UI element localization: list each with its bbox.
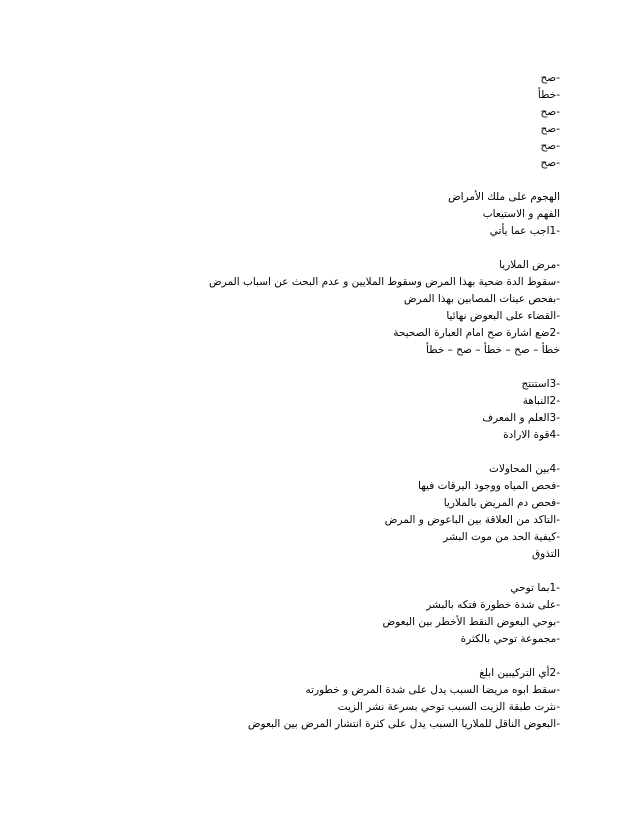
text-line: -مرض الملاريا <box>499 259 560 271</box>
text-line: -4بين المحاولات <box>488 463 560 475</box>
text-line: -صح <box>540 123 560 135</box>
blank-line <box>60 240 560 257</box>
text-line: -كيفية الحد من موت البشر <box>443 531 560 543</box>
answer-text <box>60 70 560 733</box>
text-line: -بفحص عينات المصابين بهذا المرض <box>403 293 560 305</box>
text-line: -4قوة الارادة <box>503 429 560 441</box>
text-line: -فحص دم المريض بالملاريا <box>443 497 560 509</box>
text-line: الهجوم على ملك الأمراض <box>447 191 560 203</box>
text-line: -القضاء على البعوض نهائيا <box>446 310 560 322</box>
text-line: -على شدة خطورة فتكه بالبشر <box>426 599 560 611</box>
text-line: -نثرت طبقة الزيت السبب توحي بسرعة نشر الزيت <box>337 701 560 713</box>
blank-line <box>60 444 560 461</box>
text-line: -مجموعة توحي بالكثرة <box>460 633 560 645</box>
text-line: خطأ – صح – خطأ – صح – خطأ <box>426 344 560 356</box>
blank-line <box>60 172 560 189</box>
text-line: -سقط ابوه مريضا السبب يدل على شدة المرض و خطورته <box>305 684 560 696</box>
text-line: -بوحي البعوض النقط الأخطر بين البعوض <box>382 616 560 628</box>
text-line: -1اجب عما يأتي <box>489 225 560 237</box>
text-line: -2أي التركيبين ابلغ <box>479 667 560 679</box>
text-line: -صح <box>540 106 560 118</box>
blank-line <box>60 563 560 580</box>
text-line: -التاكد من العلاقة بين الباعوض و المرض <box>384 514 560 526</box>
text-line: التذوق <box>531 548 560 560</box>
text-line: -2النباهة <box>522 395 560 407</box>
text-line: -صح <box>540 140 560 152</box>
text-line: -صح <box>540 157 560 169</box>
blank-line <box>60 359 560 376</box>
blank-line <box>60 648 560 665</box>
text-line: -البعوض الناقل للملاريا السبب يدل على كثرة انتشار المرض بين البعوض <box>247 718 560 730</box>
text-line: -سقوط الدة ضحية بهذا المرض وسقوط الملايين و عدم البحث عن اسباب المرض <box>208 276 560 288</box>
text-line: الفهم و الاستيعاب <box>482 208 560 220</box>
text-line: -3استنتج <box>521 378 560 390</box>
text-line: -صح <box>540 72 560 84</box>
text-line: -1بما توحي <box>510 582 560 594</box>
text-line: -فحص المياه ووجود اليرقات فيها <box>418 480 560 492</box>
text-line: -2ضع اشارة صح امام العبارة الصحيحة <box>393 327 560 339</box>
text-line: -خطأ <box>537 89 560 101</box>
text-line: -3العلم و المعرف <box>482 412 560 424</box>
